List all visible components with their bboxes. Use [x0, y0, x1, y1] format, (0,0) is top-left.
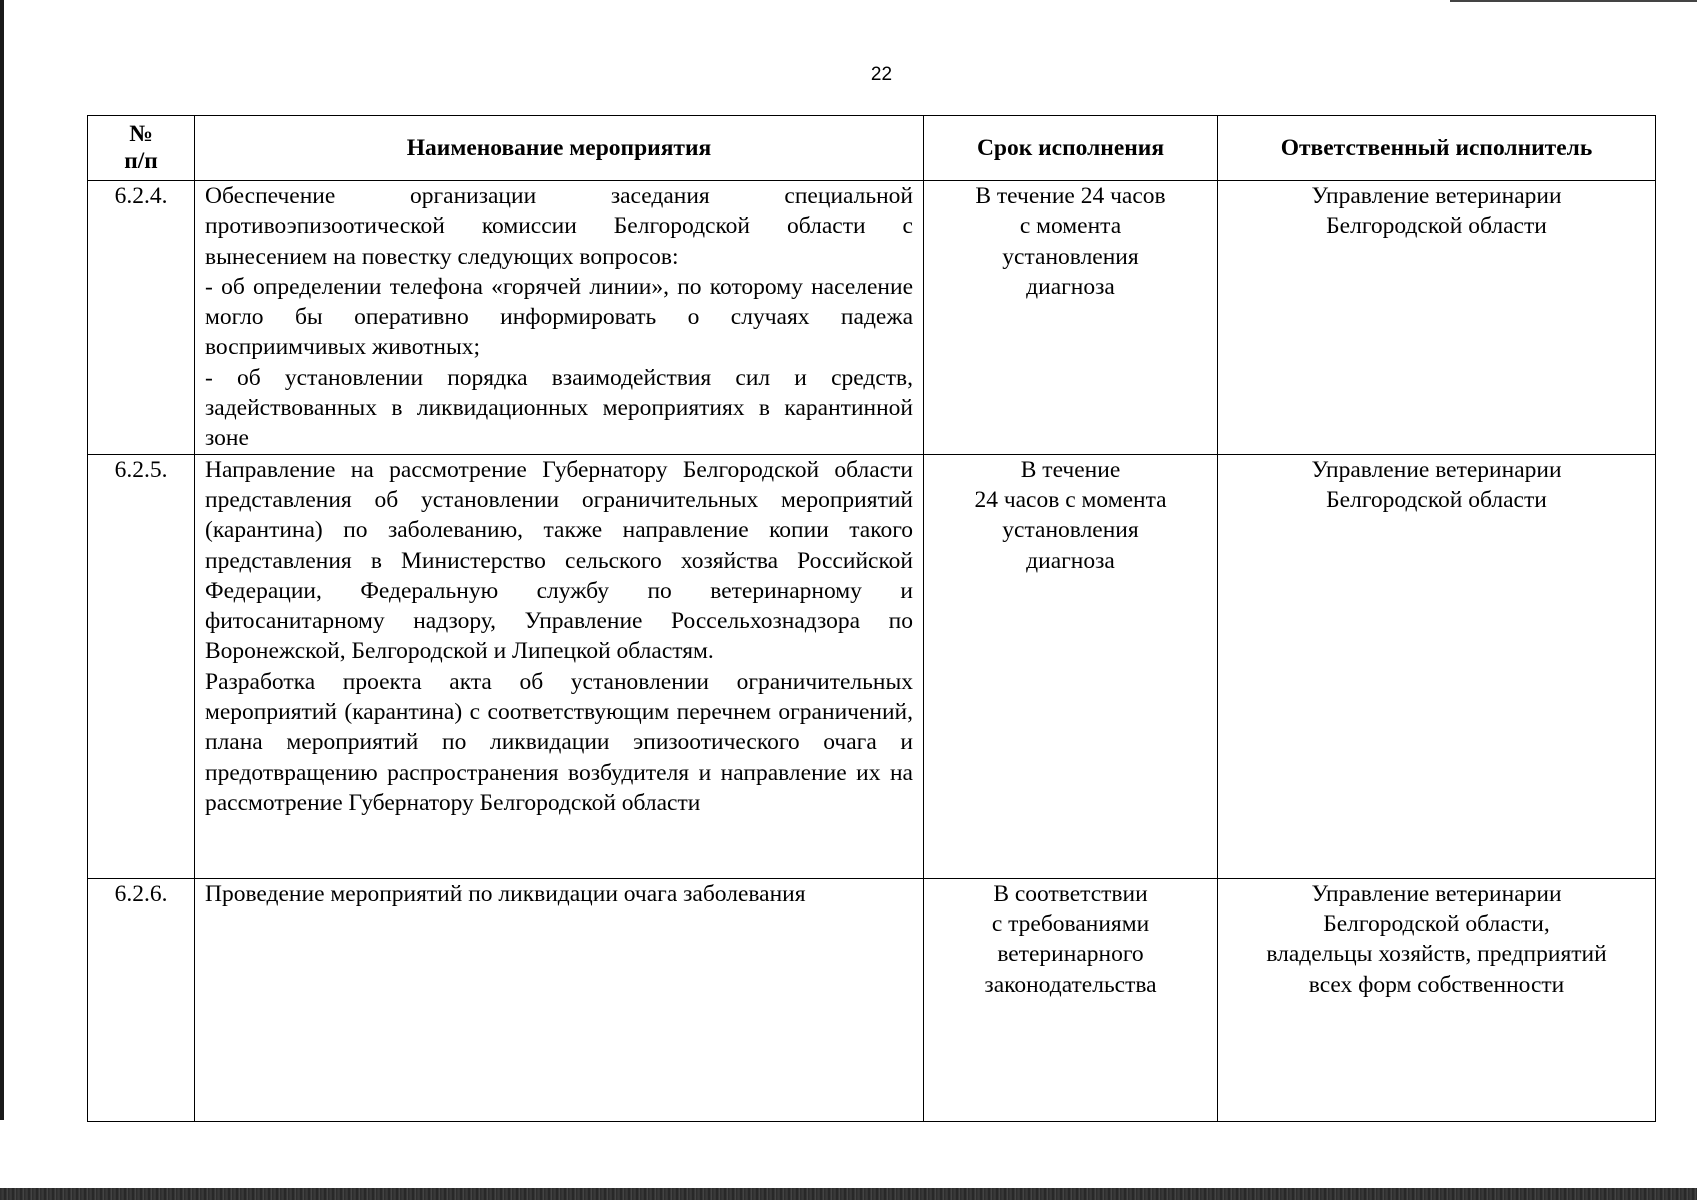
- measures-table: [87, 115, 1656, 1122]
- term-line: В течение 24 часов: [975, 183, 1166, 209]
- measure-term: [924, 878, 1218, 1121]
- measure-name: [195, 454, 924, 878]
- responsible-line: Управление ветеринарии: [1311, 456, 1562, 483]
- table-header: [88, 116, 1656, 181]
- table-body: [88, 181, 1656, 1122]
- row-number: 6.2.5.: [88, 454, 195, 878]
- responsible-line: всех форм собственности: [1308, 971, 1565, 998]
- term-line: 24 часов с момента: [974, 486, 1167, 513]
- measure-name: [195, 181, 924, 455]
- scan-left-edge: [0, 0, 4, 1120]
- responsible-line: Управление ветеринарии: [1311, 880, 1562, 907]
- table-row: [88, 454, 1656, 878]
- header-num: [88, 116, 195, 181]
- responsible-line: Белгородской области,: [1323, 910, 1550, 937]
- table-row: [88, 181, 1656, 455]
- measure-paragraph: Обеспечение организации заседания специальной противоэпизоотической комиссии Белгородской области с вынесением на повестку следующих вопросов:: [205, 183, 913, 270]
- term-line: диагноза: [1026, 273, 1115, 300]
- term-line: диагноза: [1026, 547, 1115, 574]
- measure-responsible: [1218, 454, 1656, 878]
- term-line: с требованиями: [991, 910, 1150, 937]
- header-term: Срок исполнения: [924, 116, 1218, 181]
- measure-term: [924, 454, 1218, 878]
- measure-name: [195, 878, 924, 1121]
- measure-paragraph: - об установлении порядка взаимодействия сил и средств, задействованных в ликвидационных мероприятиях в карантинной зоне: [205, 364, 913, 452]
- measure-responsible: [1218, 181, 1656, 455]
- term-line: В течение: [1020, 456, 1121, 483]
- term-line: установления: [1002, 517, 1139, 544]
- row-number: 6.2.4.: [88, 181, 195, 455]
- row-number: 6.2.6.: [88, 878, 195, 1121]
- measure-paragraph: Проведение мероприятий по ликвидации очага заболевания: [205, 880, 806, 907]
- scan-top-line: [1450, 0, 1697, 2]
- table-row: [88, 878, 1656, 1121]
- responsible-line: владельцы хозяйств, предприятий: [1266, 941, 1607, 968]
- header-num-symbol: №: [129, 121, 153, 147]
- measure-paragraph: - об определении телефона «горячей линии», по которому население могло бы оперативно информировать о случаях падежа восприимчивых животных;: [205, 273, 913, 361]
- term-line: ветеринарного: [997, 941, 1144, 968]
- header-name: Наименование мероприятия: [195, 116, 924, 181]
- measure-paragraph: Разработка проекта акта об установлении ограничительных мероприятий (карантина) с соответствующим перечнем ограничений, плана мероприятий по ликвидации эпизоотического очага и предотвращению распространения возбудителя и направление их на рассмотрение Губернатору Белгородской области: [205, 668, 913, 816]
- header-row: [88, 116, 1656, 181]
- header-num-abbr: п/п: [124, 148, 158, 174]
- measure-term: [924, 181, 1218, 455]
- term-line: с момента: [1019, 213, 1122, 240]
- page-number: 22: [870, 64, 893, 85]
- header-responsible: Ответственный исполнитель: [1218, 116, 1656, 181]
- measure-responsible: [1218, 878, 1656, 1121]
- scan-bottom-strip: [0, 1188, 1697, 1200]
- responsible-line: Белгородской области: [1326, 213, 1547, 240]
- term-line: установления: [1002, 243, 1139, 270]
- term-line: законодательства: [984, 971, 1157, 998]
- responsible-line: Управление ветеринарии: [1311, 183, 1562, 209]
- term-line: В соответствии: [993, 880, 1148, 907]
- responsible-line: Белгородской области: [1326, 486, 1547, 513]
- measure-paragraph: Направление на рассмотрение Губернатору Белгородской области представления об установлении ограничительных мероприятий (карантина) по заболеванию, также направление копии такого представления в Министерство сельского хозяйства Российской Федерации, Федеральную службу по ветеринарному и фитосанитарному надзору, Управление Россельхознадзора по Воронежской, Белгородской и Липецкой областям.: [205, 456, 913, 665]
